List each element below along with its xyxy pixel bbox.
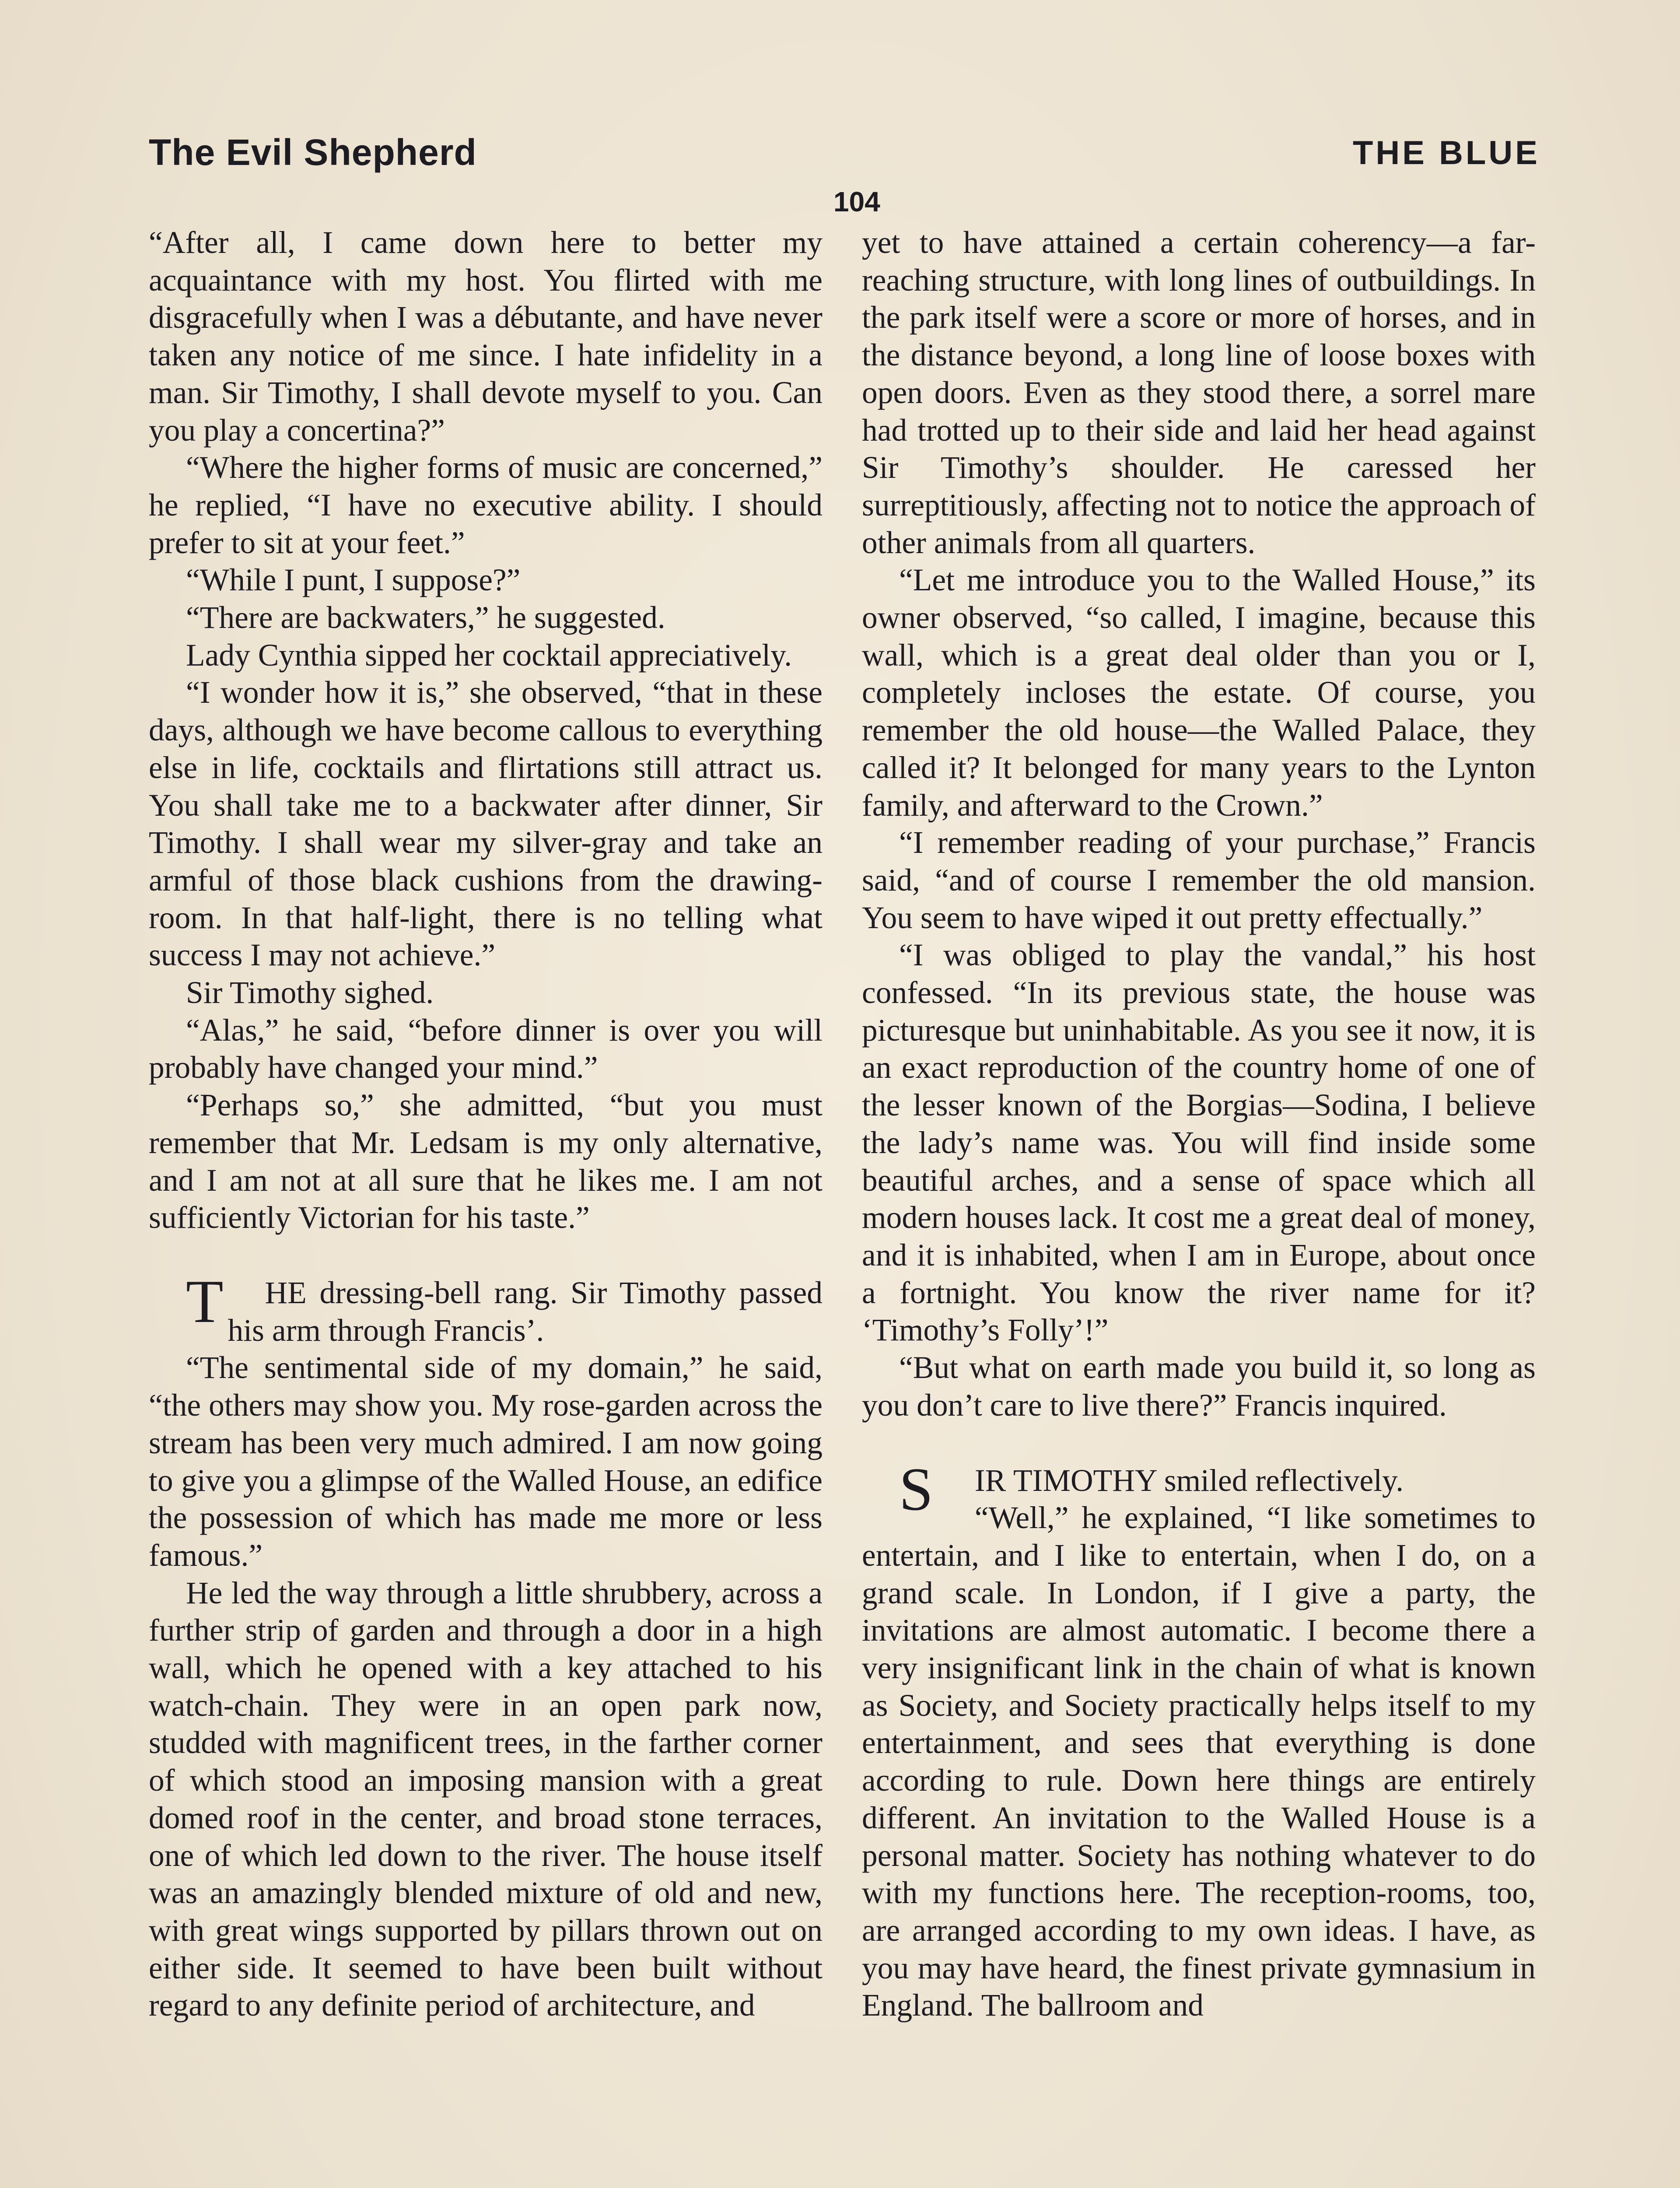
drop-cap-letter: S [899, 1455, 933, 1523]
paragraph: “There are backwaters,” he suggested. [186, 600, 665, 635]
paragraph: “Let me introduce you to the Walled House,” its owner observed, “so called, I imagine, because this wall, which is a great deal older than you or I, completely incloses the estate. Of course, you remember the old house—the Walled Palace, they called it? It belonged for many years to the Lynton family, and afterward to the Crown.” [862, 563, 1536, 823]
section-first-text: HE dressing-bell rang. Sir Timothy passed his arm through Francis’. [228, 1275, 822, 1348]
section-first-text: IR TIMOTHY smiled reflectively. [974, 1463, 1404, 1498]
paragraph: Sir Timothy sighed. [186, 975, 434, 1010]
page-number: 104 [833, 186, 880, 217]
left-column [149, 224, 822, 2024]
paragraph: “I was obliged to play the vandal,” his host confessed. “In its previous state, the house was picturesque but uninhabitable. As you see it now, it is an exact reproduction of the country home of one of the lesser known of the Borgias—Sodina, I believe the lady’s name was. You will find inside some beautiful arches, and a sense of space which all modern houses lack. It cost me a great deal of money, and it is inhabited, when I am in Europe, about once a fortnight. You know the river name for it? ‘Timothy’s Folly’!” [862, 938, 1536, 1348]
paragraph: “Perhaps so,” she admitted, “but you must remember that Mr. Ledsam is my only alternative, and I am not at all sure that he likes me. I am not sufficiently Victorian for his taste.” [149, 1088, 822, 1235]
story-title: The Evil Shepherd [149, 132, 477, 173]
paragraph: “Where the higher forms of music are concerned,” he replied, “I have no executive ability. I should prefer to sit at your feet.” [149, 450, 822, 560]
paragraph: “Well,” he explained, “I like sometimes to entertain, and I like to entertain, when I do, on a grand scale. In London, if I give a party, the invitations are almost automatic. I become there a very insignificant link in the chain of what is known as Society, and Society practically helps itself to my entertainment, and sees that everything is done according to rule. Down here things are entirely different. An invitation to the Walled House is a personal matter. Society has nothing whatever to do with my functions here. The reception-rooms, too, are arranged according to my own ideas. I have, as you may have heard, the finest private gymnasium in England. The ballroom and [862, 1501, 1536, 2023]
drop-cap-letter: T [186, 1267, 224, 1336]
paragraph: “While I punt, I suppose?” [186, 563, 521, 598]
paragraph: He led the way through a little shrubbery, across a further strip of garden and through a door in a high wall, which he opened with a key attached to his watch-chain. They were in an open park now, studded with magnificent trees, in the farther corner of which stood an imposing mansion with a great domed roof in the center, and broad stone terraces, one of which led down to the river. The house itself was an amazingly blended mixture of old and new, with great wings supported by pillars thrown out on either side. It seemed to have been built without regard to any definite period of architecture, and [149, 1575, 822, 2023]
section-opening [862, 1455, 1536, 1523]
section-opening [149, 1267, 822, 1349]
paragraph: “I remember reading of your purchase,” Francis said, “and of course I remember the old mansion. You seem to have wiped it out pretty effectually.” [862, 825, 1536, 935]
paragraph: yet to have attained a certain coherency—a far-reaching structure, with long lines of outbuildings. In the park itself were a score or more of horses, and in the distance beyond, a long line of loose boxes with open doors. Even as they stood there, a sorrel mare had trotted up to their side and laid her head against Sir Timothy’s shoulder. He caressed her surreptitiously, affecting not to notice the approach of other animals from all quarters. [862, 225, 1536, 560]
paragraph: “The sentimental side of my domain,” he said, “the others may show you. My rose-garden across the stream has been very much admired. I am now going to give you a glimpse of the Walled House, an edifice the possession of which has made me more or less famous.” [149, 1350, 822, 1573]
paragraph: “After all, I came down here to better my acquaintance with my host. You flirted with me disgracefully when I was a débutante, and have never taken any notice of me since. I hate infidelity in a man. Sir Timothy, I shall devote myself to you. Can you play a concertina?” [149, 225, 822, 448]
paragraph: Lady Cynthia sipped her cocktail appreciatively. [186, 638, 792, 673]
paragraph: “I wonder how it is,” she observed, “that in these days, although we have become callous to everything else in life, cocktails and flirtations still attract us. You shall take me to a backwater after dinner, Sir Timothy. I shall wear my silver-gray and take an armful of those black cushions from the drawing-room. In that half-light, there is no telling what success I may not achieve.” [149, 675, 822, 973]
magazine-name: THE BLUE [1353, 134, 1540, 172]
paragraph: “Alas,” he said, “before dinner is over you will probably have changed your mind.” [149, 1013, 822, 1085]
paragraph: “But what on earth made you build it, so long as you don’t care to live there?” Francis inquired. [862, 1350, 1536, 1423]
right-column [862, 224, 1536, 2024]
